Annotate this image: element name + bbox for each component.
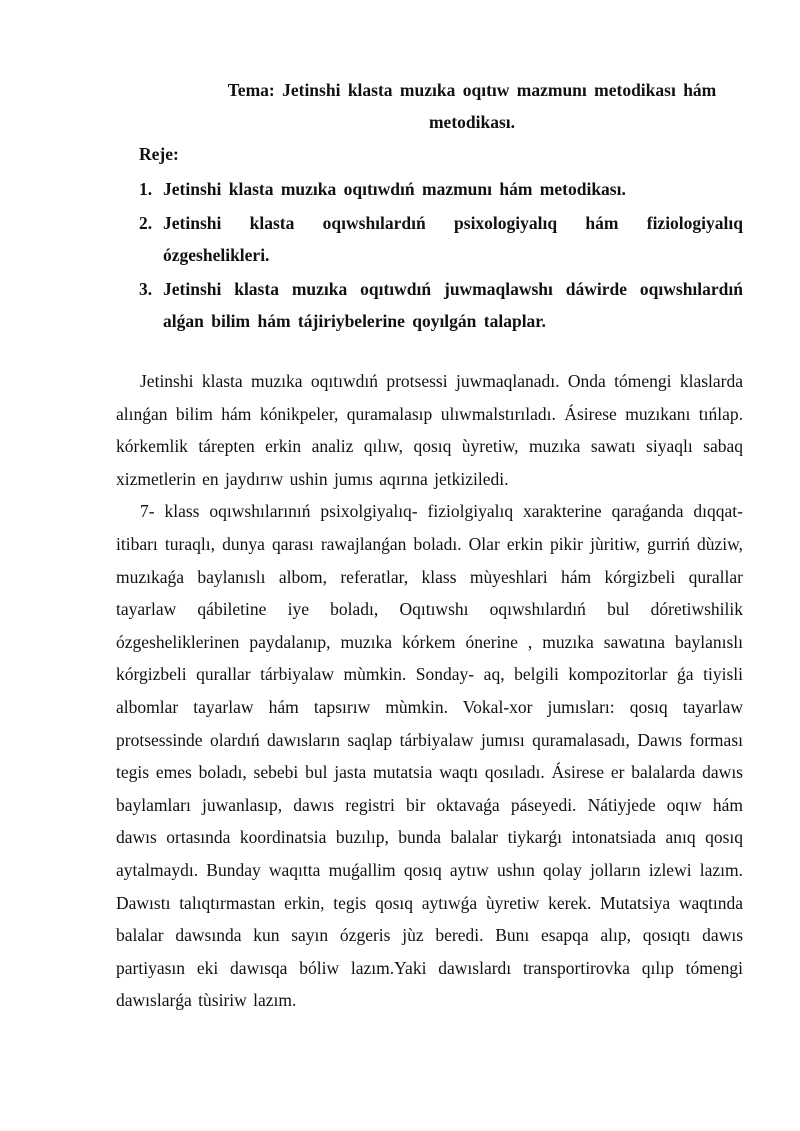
plan-item-text: Jetinshi klasta muzıka oqıtıwdıń juwmaqlawshı dáwirde oqıwshılardıń alǵan bilim hám tájiriybelerine qoyılgán talaplar. (163, 279, 743, 331)
plan-item-number: 1. (139, 179, 153, 199)
plan-item-3 (139, 273, 743, 337)
plan-label: Reje: (139, 144, 179, 164)
paragraph-2: 7- klass oqıwshılarınıń psixolgiyalıq- fiziolgiyalıq xarakterine qaraǵanda dıqqat- itibarı turaqlı, dunya qarası rawajlanǵan boladı. Olar erkin pikir jùritiw, gurriń dùziw, muzıkaǵa baylanıslı albom, referatlar, klass mùyeshlari hám kórgizbeli qurallar tayarlaw qábiletine iye boladı, Oqıtıwshı oqıwshılardıń bul dóretiwshilik ózgesheliklerinen paydalanıp, muzıka kórkem ónerine , muzıka sawatına baylanıslı kórgizbeli qurallar tárbiyalaw mùmkin. Sonday- aq, belgili kompozitorlar ǵa tiyisli albomlar tayarlaw hám tapsırıw mùmkin. Vokal-xor jumısları: qosıq tayarlaw protsessinde olardıń dawısların saqlap tárbiyalaw jumısı quramalasadı, Dawıs forması tegis emes boladı, sebebi bul jasta mutatsia waqtı qosıladı. Ásirese er balalarda dawıs baylamları juwanlasıp, dawıs registri bir oktavaǵa páseyedi. Nátiyjede oqıw hám dawıs ortasında koordinatsia buzılıp, bunda balalar tiykarǵı intonatsiada anıq qosıq aytalmaydı. Bunday waqıtta muǵallim qosıq aytıw ushın qolay jolların izlewi lazım. Dawıstı talıqtırmastan erkin, tegis qosıq aytıwǵa ùyretiw kerek. Mutatsiya waqtında balalar dawsında kun sayın ózgeris jùz beredi. Bunı esapqa alıp, qosıqtı dawıs partiyasın eki dawısqa bóliw lazım.Yaki dawıslardı transportirovka qılıp tómengi dawıslarǵa tùsiriw lazım. (116, 501, 743, 1011)
paragraph-1: Jetinshi klasta muzıka oqıtıwdıń protsessi juwmaqlanadı. Onda tómengi klaslarda alınǵan bilim hám kónikpeler, quramalasıp ulıwmalstırıladı. Ásirese muzıkanı tıńlap. kórkemlik tárepten erkin analiz qılıw, qosıq ùyretiw, muzıka sawatı siyaqlı sabaq xizmetlerin en jaydırıw ushin jumıs aqırına jetkiziledi. (116, 371, 743, 489)
plan-item-text: Jetinshi klasta oqıwshılardıń psixologiyalıq hám fiziologiyalıq ózgeshelikleri. (163, 213, 743, 265)
document-title: Tema: Jetinshi klasta muzıka oqıtıw mazmunı metodikası hám metodikası. (227, 80, 717, 132)
plan-list (139, 173, 743, 339)
plan-item-1 (139, 173, 743, 205)
plan-item-text: Jetinshi klasta muzıka oqıtıwdıń mazmunı hám metodikası. (163, 179, 626, 199)
plan-item-number: 3. (139, 279, 153, 299)
plan-item-number: 2. (139, 213, 153, 233)
plan-item-2 (139, 207, 743, 271)
body-text (116, 365, 743, 1017)
